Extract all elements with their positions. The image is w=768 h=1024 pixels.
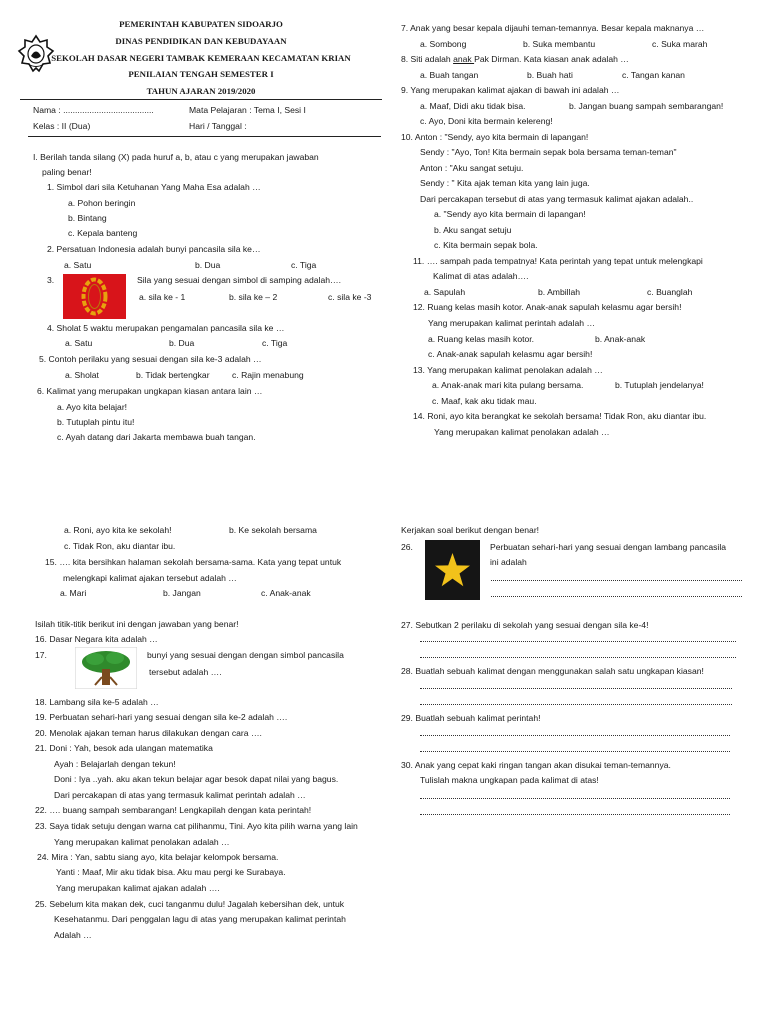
q6-option-c[interactable]: c. Ayah datang dari Jakarta membawa buah tangan.: [57, 432, 256, 442]
q15-option-c[interactable]: c. Anak-anak: [261, 588, 311, 598]
q21-dialog-2: Doni : Iya ..yah. aku akan tekun belajar agar besok dapat nilai yang bagus.: [54, 774, 339, 784]
q13-option-a[interactable]: a. Anak-anak mari kita pulang bersama.: [432, 380, 584, 390]
q7-option-c[interactable]: c. Suka marah: [652, 39, 708, 49]
question-17-cont: tersebut adalah ….: [149, 667, 222, 677]
question-26-cont: ini adalah: [490, 557, 527, 567]
question-13: 13. Yang merupakan kalimat penolakan adalah …: [413, 365, 603, 375]
q6-option-b[interactable]: b. Tutuplah pintu itu!: [57, 417, 135, 427]
answer-line-28a[interactable]: [420, 688, 732, 689]
question-10: 10. Anton : "Sendy, ayo kita bermain di lapangan!: [401, 132, 589, 142]
question-21: 21. Doni : Yah, besok ada ulangan matematika: [35, 743, 213, 753]
question-12-cont: Yang merupakan kalimat perintah adalah …: [428, 318, 596, 328]
nama-field[interactable]: Nama : ......................................: [33, 105, 154, 115]
section-2-instruction: Isilah titik-titik berikut ini dengan jawaban yang benar!: [35, 619, 239, 629]
q14-option-a[interactable]: a. Roni, ayo kita ke sekolah!: [64, 525, 172, 535]
question-17-number: 17.: [35, 650, 47, 660]
question-3: Sila yang sesuai dengan simbol di samping adalah….: [137, 275, 341, 285]
banyan-tree-icon: [75, 647, 137, 689]
q2-option-a[interactable]: a. Satu: [64, 260, 92, 270]
question-26-number: 26.: [401, 542, 413, 552]
q9-option-a[interactable]: a. Maaf, Didi aku tidak bisa.: [420, 101, 526, 111]
q24-dialog: Yanti : Maaf, Mir aku tidak bisa. Aku mau pergi ke Surabaya.: [56, 867, 286, 877]
question-9: 9. Yang merupakan kalimat ajakan di bawah ini adalah …: [401, 85, 620, 95]
question-23: 23. Saya tidak setuju dengan warna cat pilihanmu, Tini. Ayo kita pilih warna yang lain: [35, 821, 358, 831]
question-22: 22. …. buang sampah sembarangan! Lengkapilah dengan kata perintah!: [35, 805, 312, 815]
answer-line-29b[interactable]: [420, 751, 730, 752]
q10-prompt: Dari percakapan tersebut di atas yang termasuk kalimat ajakan adalah..: [420, 194, 694, 204]
q21-dialog-1: Ayah : Belajarlah dengan tekun!: [54, 759, 176, 769]
q21-prompt: Dari percakapan di atas yang termasuk kalimat perintah adalah …: [54, 790, 306, 800]
q10-option-c[interactable]: c. Kita bermain sepak bola.: [434, 240, 538, 250]
question-30: 30. Anak yang cepat kaki ringan tangan akan disukai teman-temannya.: [401, 760, 671, 770]
q4-option-a[interactable]: a. Satu: [65, 338, 93, 348]
identity-divider: [28, 136, 381, 137]
q12-option-c[interactable]: c. Anak-anak sapulah kelasmu agar bersih!: [428, 349, 593, 359]
hari-tanggal-field[interactable]: Hari / Tanggal :: [189, 121, 247, 131]
answer-line-29a[interactable]: [420, 735, 730, 736]
question-15: 15. …. kita bersihkan halaman sekolah bersama-sama. Kata yang tepat untuk: [45, 557, 342, 567]
q14-option-b[interactable]: b. Ke sekolah bersama: [229, 525, 317, 535]
question-2: 2. Persatuan Indonesia adalah bunyi pancasila sila ke…: [47, 244, 261, 254]
q5-option-b[interactable]: b. Tidak bertengkar: [136, 370, 210, 380]
q10-option-b[interactable]: b. Aku sangat setuju: [434, 225, 512, 235]
q10-dialog-3: Sendy : " Kita ajak teman kita yang lain juga.: [420, 178, 590, 188]
q24-prompt: Yang merupakan kalimat ajakan adalah ….: [56, 883, 220, 893]
header-divider: [20, 99, 382, 100]
q1-option-b[interactable]: b. Bintang: [68, 213, 107, 223]
question-11-cont: Kalimat di atas adalah….: [433, 271, 529, 281]
question-27: 27. Sebutkan 2 perilaku di sekolah yang sesuai dengan sila ke-4!: [401, 620, 649, 630]
q13-option-b[interactable]: b. Tutuplah jendelanya!: [615, 380, 704, 390]
q9-option-c[interactable]: c. Ayo, Doni kita bermain kelereng!: [420, 116, 553, 126]
answer-line-30a[interactable]: [420, 798, 730, 799]
q7-option-a[interactable]: a. Sombong: [420, 39, 467, 49]
q1-option-a[interactable]: a. Pohon beringin: [68, 198, 136, 208]
q9-option-b[interactable]: b. Jangan buang sampah sembarangan!: [569, 101, 724, 111]
q15-option-b[interactable]: b. Jangan: [163, 588, 201, 598]
q1-option-c[interactable]: c. Kepala banteng: [68, 228, 138, 238]
section-1-instruction-cont: paling benar!: [42, 167, 92, 177]
q12-option-b[interactable]: b. Anak-anak: [595, 334, 646, 344]
q2-option-b[interactable]: b. Dua: [195, 260, 221, 270]
question-18: 18. Lambang sila ke-5 adalah …: [35, 697, 159, 707]
answer-line-26a[interactable]: [491, 580, 742, 581]
q3-option-c[interactable]: c. sila ke -3: [328, 292, 372, 302]
q15-option-a[interactable]: a. Mari: [60, 588, 87, 598]
section-3-instruction: Kerjakan soal berikut dengan benar!: [401, 525, 540, 535]
q8-option-b[interactable]: b. Buah hati: [527, 70, 573, 80]
kelas-field: Kelas : II (Dua): [33, 121, 91, 131]
question-20: 20. Menolak ajakan teman harus dilakukan dengan cara ….: [35, 728, 262, 738]
question-25: 25. Sebelum kita makan dek, cuci tanganmu dulu! Jagalah kebersihan dek, untuk: [35, 899, 345, 909]
q10-option-a[interactable]: a. "Sendy ayo kita bermain di lapangan!: [434, 209, 586, 219]
q10-dialog-1: Sendy : "Ayo, Ton! Kita bermain sepak bola bersama teman-teman": [420, 147, 677, 157]
q13-option-c[interactable]: c. Maaf, kak aku tidak mau.: [432, 396, 537, 406]
question-19: 19. Perbuatan sehari-hari yang sesuai dengan sila ke-2 adalah ….: [35, 712, 288, 722]
q3-option-b[interactable]: b. sila ke – 2: [229, 292, 278, 302]
question-4: 4. Sholat 5 waktu merupakan pengamalan pancasila sila ke …: [47, 323, 285, 333]
question-5: 5. Contoh perilaku yang sesuai dengan sila ke-3 adalah …: [39, 354, 262, 364]
q8-option-c[interactable]: c. Tangan kanan: [622, 70, 685, 80]
answer-line-27b[interactable]: [420, 657, 736, 658]
q5-option-c[interactable]: c. Rajin menabung: [232, 370, 304, 380]
chain-icon: [63, 274, 126, 319]
question-25-cont-2: Adalah …: [54, 930, 92, 940]
q4-option-c[interactable]: c. Tiga: [262, 338, 288, 348]
q8-option-a[interactable]: a. Buah tangan: [420, 70, 479, 80]
q6-option-a[interactable]: a. Ayo kita belajar!: [57, 402, 128, 412]
question-12: 12. Ruang kelas masih kotor. Anak-anak sapulah kelasmu agar bersih!: [413, 302, 682, 312]
question-17: bunyi yang sesuai dengan dengan simbol pancasila: [147, 650, 344, 660]
question-26: Perbuatan sehari-hari yang sesuai dengan lambang pancasila: [490, 542, 727, 552]
q14-option-c[interactable]: c. Tidak Ron, aku diantar ibu.: [64, 541, 176, 551]
q11-option-a[interactable]: a. Sapulah: [424, 287, 466, 297]
q3-option-a[interactable]: a. sila ke - 1: [139, 292, 186, 302]
question-25-cont: Kesehatanmu. Dari penggalan lagu di atas yang merupakan kalimat perintah: [54, 914, 346, 924]
question-14-cont: Yang merupakan kalimat penolakan adalah …: [434, 427, 610, 437]
answer-line-26b[interactable]: [491, 596, 742, 597]
header-line-1: PEMERINTAH KABUPATEN SIDOARJO: [119, 19, 283, 29]
star-icon: [425, 540, 480, 600]
question-24: 24. Mira : Yan, sabtu siang ayo, kita belajar kelompok bersama.: [37, 852, 279, 862]
header-line-4: PENILAIAN TENGAH SEMESTER I: [128, 69, 274, 79]
question-23-cont: Yang merupakan kalimat penolakan adalah …: [54, 837, 230, 847]
q10-dialog-2: Anton : "Aku sangat setuju.: [420, 163, 524, 173]
question-29: 29. Buatlah sebuah kalimat perintah!: [401, 713, 541, 723]
question-11: 11. …. sampah pada tempatnya! Kata perintah yang tepat untuk melengkapi: [413, 256, 703, 266]
question-28: 28. Buatlah sebuah kalimat dengan menggunakan salah satu ungkapan kiasan!: [401, 666, 704, 676]
question-8: 8. Siti adalah anak Pak Dirman. Kata kiasan anak adalah …: [401, 54, 629, 64]
answer-line-28b[interactable]: [420, 704, 732, 705]
header-line-3: SEKOLAH DASAR NEGERI TAMBAK KEMERAAN KECAMATAN KRIAN: [51, 53, 351, 63]
question-6: 6. Kalimat yang merupakan ungkapan kiasan antara lain …: [37, 386, 263, 396]
section-1-instruction: I. Berilah tanda silang (X) pada huruf a, b, atau c yang merupakan jawaban: [33, 152, 319, 162]
q7-option-b[interactable]: b. Suka membantu: [523, 39, 596, 49]
q2-option-c[interactable]: c. Tiga: [291, 260, 317, 270]
answer-line-30b[interactable]: [420, 814, 730, 815]
q5-option-a[interactable]: a. Sholat: [65, 370, 99, 380]
q12-option-a[interactable]: a. Ruang kelas masih kotor.: [428, 334, 535, 344]
mapel-field: Mata Pelajaran : Tema I, Sesi I: [189, 105, 306, 115]
question-14: 14. Roni, ayo kita berangkat ke sekolah bersama! Tidak Ron, aku diantar ibu.: [413, 411, 707, 421]
question-15-cont: melengkapi kalimat ajakan tersebut adalah …: [63, 573, 237, 583]
q11-option-c[interactable]: c. Buanglah: [647, 287, 693, 297]
question-7: 7. Anak yang besar kepala dijauhi teman-temannya. Besar kepala maknanya …: [401, 23, 705, 33]
question-3-number: 3.: [47, 275, 55, 285]
question-16: 16. Dasar Negara kita adalah …: [35, 634, 158, 644]
question-30-cont: Tulislah makna ungkapan pada kalimat di atas!: [420, 775, 599, 785]
header-line-5: TAHUN AJARAN 2019/2020: [146, 86, 256, 96]
q11-option-b[interactable]: b. Ambillah: [538, 287, 581, 297]
q4-option-b[interactable]: b. Dua: [169, 338, 195, 348]
answer-line-27a[interactable]: [420, 641, 736, 642]
header-line-2: DINAS PENDIDIKAN DAN KEBUDAYAAN: [115, 36, 287, 46]
question-1: 1. Simbol dari sila Ketuhanan Yang Maha Esa adalah …: [47, 182, 261, 192]
